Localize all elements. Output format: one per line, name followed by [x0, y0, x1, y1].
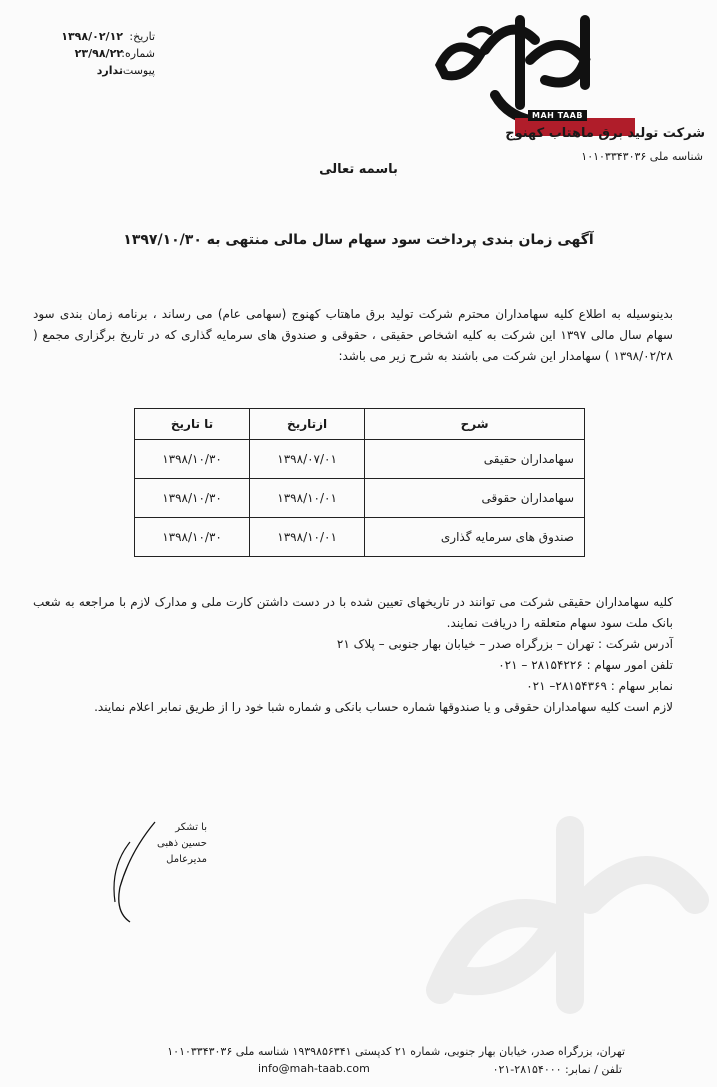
footer-email: info@mah-taab.com [258, 1062, 370, 1075]
signature-name: حسین ذهبی [157, 838, 207, 849]
date-label: تاریخ: [129, 30, 155, 43]
table-row [135, 479, 585, 518]
row-from-date: ۱۳۹۸/۱۰/۰۱ [250, 518, 365, 557]
phone-line: تلفن امور سهام : ۲۸۱۵۴۲۲۶ – ۰۲۱ [498, 658, 673, 672]
logo-watermark-icon [400, 770, 710, 1030]
note-line: لازم است کلیه سهامداران حقوقی و یا صندوقها شماره حساب بانکی و شماره شبا خود را از طریق نمابر اعلام نمایند. [94, 700, 673, 714]
row-to-date: ۱۳۹۸/۱۰/۳۰ [135, 440, 250, 479]
row-to-date: ۱۳۹۸/۱۰/۳۰ [135, 518, 250, 557]
table-row [135, 440, 585, 479]
signature-block [157, 820, 207, 868]
body-paragraph [33, 592, 673, 718]
date-value: ۱۳۹۸/۰۲/۱۲ [61, 30, 123, 43]
table-row [135, 518, 585, 557]
number-label: شماره: [121, 47, 155, 60]
attachment-value: ندارد [96, 64, 123, 77]
schedule-table [134, 408, 585, 557]
signature-role: مدیرعامل [166, 854, 207, 865]
intro-text: بدینوسیله به اطلاع کلیه سهامداران محترم شرکت تولید برق ماهتاب کهنوج (سهامی عام) می رساند ، برنامه زمان بندی سود سهام سال مالی ۱۳۹۷ این شرکت به کلیه اشخاص حقیقی ، حقوقی و صندوق های سرمایه گذاری که در تاریخ برگزاری مجمع ( ۱۳۹۸/۰۲/۲۸ ) سهامدار این شرکت می باشند به شرح زیر می باشد: [33, 307, 673, 363]
row-description: سهامداران حقیقی [365, 440, 585, 479]
company-name: شرکت تولید برق ماهتاب کهنوج [505, 126, 705, 141]
header-description: شرح [365, 409, 585, 440]
row-to-date: ۱۳۹۸/۱۰/۳۰ [135, 479, 250, 518]
row-from-date: ۱۳۹۸/۰۷/۰۱ [250, 440, 365, 479]
brand-name: MAH TAAB [528, 110, 587, 121]
national-id: شناسه ملی ۱۰۱۰۳۳۴۳۰۳۶ [581, 150, 703, 163]
intro-paragraph [33, 304, 673, 367]
row-description: سهامداران حقوقی [365, 479, 585, 518]
footer-phone: تلفن / نمابر: ۲۸۱۵۴۰۰۰-۰۲۱ [492, 1063, 622, 1076]
header-from-date: ازتاریخ [250, 409, 365, 440]
basmala-heading: باسمه تعالی [319, 162, 398, 177]
fax-line: نمابر سهام : ۲۸۱۵۴۳۶۹– ۰۲۱ [526, 679, 673, 693]
number-value: ۲۳/۹۸/۲۲ [74, 47, 123, 60]
row-description: صندوق های سرمایه گذاری [365, 518, 585, 557]
attachment-label: پیوست: [119, 64, 155, 77]
header-to-date: تا تاریخ [135, 409, 250, 440]
table-header-row [135, 409, 585, 440]
signature-thanks: با تشکر [175, 822, 207, 833]
letter-meta [55, 28, 155, 79]
notice-title: آگهی زمان بندی پرداخت سود سهام سال مالی منتهی به ۱۳۹۷/۱۰/۳۰ [123, 232, 594, 248]
address-line: آدرس شرکت : تهران – بزرگراه صدر – خیابان بهار جنوبی – پلاک ۲۱ [336, 637, 673, 651]
row-from-date: ۱۳۹۸/۱۰/۰۱ [250, 479, 365, 518]
body-text: کلیه سهامداران حقیقی شرکت می توانند در تاریخهای تعیین شده با در دست داشتن کارت ملی و مدارک لازم با مراجعه به شعب بانک ملت سود سهام متعلقه را دریافت نمایند. [33, 595, 673, 630]
footer-address: تهران، بزرگراه صدر، خیابان بهار جنوبی، شماره ۲۱ کدپستی ۱۹۳۹۸۵۶۳۴۱ شناسه ملی ۱۰۱۰۳۳۴۳۰۳۶ [167, 1045, 625, 1058]
